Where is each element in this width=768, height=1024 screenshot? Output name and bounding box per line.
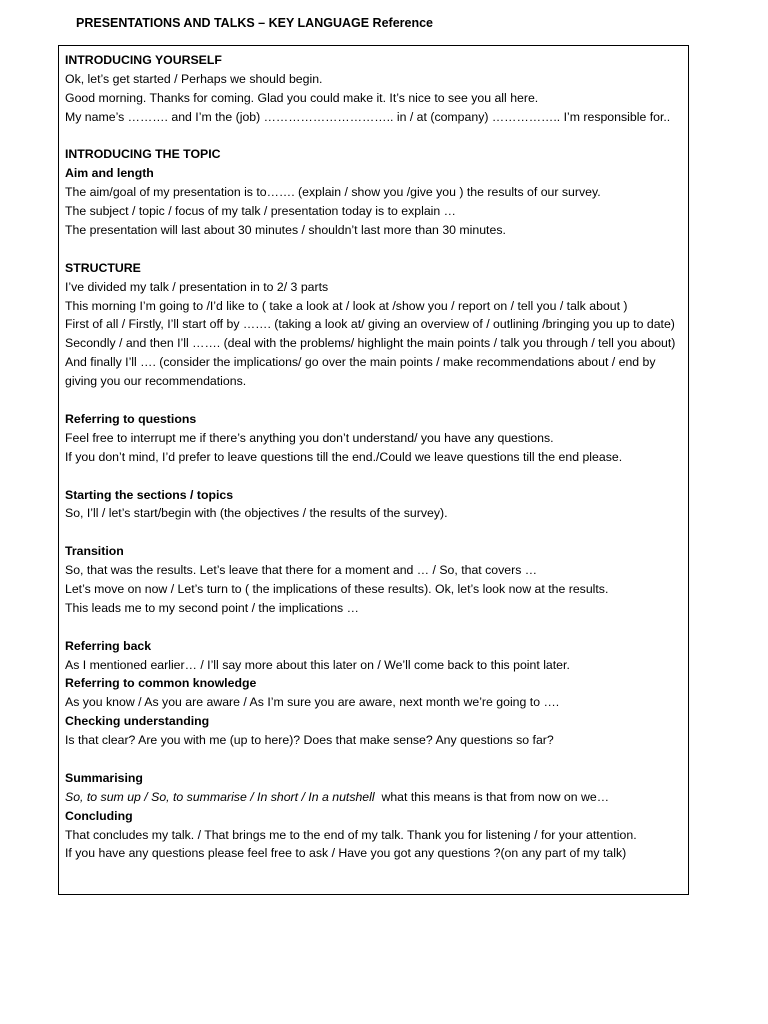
spacer [65,240,682,259]
text-line: This morning I’m going to /I’d like to ( take a look at / look at /show you / report on / tell you / talk about ) [65,298,628,313]
spacer [65,391,682,410]
section-heading: Referring to questions [65,411,197,426]
text-line: Feel free to interrupt me if there’s anything you don’t understand/ you have any questions. [65,430,554,445]
text-line: The aim/goal of my presentation is to……. (explain / show you /give you ) the results of our survey. [65,185,601,200]
text-line: Let’s move on now / Let’s turn to ( the implications of these results). Ok, let’s look now at the results. [65,582,609,596]
text-line: This leads me to my second point / the implications … [65,600,359,615]
text-line: I’ve divided my talk / presentation in to 2/ 3 parts [65,279,329,294]
text-line: And finally I’ll …. (consider the implications/ go over the main points / make recommendations about / end by giving you our recommendations. [65,355,656,389]
text-line: The presentation will last about 30 minutes / shouldn’t last more than 30 minutes. [65,223,506,238]
text-line: If you have any questions please feel free to ask / Have you got any questions ?(on any part of my talk) [65,846,627,861]
section-heading: Referring to common knowledge [65,676,257,691]
section-heading: Concluding [65,808,133,823]
text-line: As I mentioned earlier… / I’ll say more about this later on / We’ll come back to this point later. [65,657,570,672]
document-title: PRESENTATIONS AND TALKS – KEY LANGUAGE Reference [76,16,434,30]
section-heading: INTRODUCING THE TOPIC [65,147,221,162]
section-heading: INTRODUCING YOURSELF [65,53,222,67]
text-line: Secondly / and then I’ll ……. (deal with the problems/ highlight the main points / talk you through / tell you about) [65,336,676,351]
text-line: First of all / Firstly, I’ll start off by ……. (taking a look at/ giving an overview of / outlining /bringing you up to date) [65,317,675,332]
section-heading: STRUCTURE [65,260,141,275]
text-line: As you know / As you are aware / As I’m sure you are aware, next month we’re going to …. [65,695,560,710]
text-line: Good morning. Thanks for coming. Glad you could make it. It’s nice to see you all here. [65,90,539,105]
spacer [65,467,682,486]
text-fragment: what this means is that from now on we… [374,789,610,804]
section-heading: Starting the sections / topics [65,487,234,502]
section-heading: Referring back [65,638,152,653]
text-line: My name’s ………. and I’m the (job) ………………………….. in / at (company) …………….. I’m responsible for.. [65,109,671,124]
section-subheading: Aim and length [65,166,154,181]
text-line: Is that clear? Are you with me (up to here)? Does that make sense? Any questions so far? [65,733,554,748]
spacer [65,523,682,542]
text-line: If you don’t mind, I’d prefer to leave questions till the end./Could we leave questions till the end please. [65,449,623,464]
spacer [65,127,682,146]
text-line: So, that was the results. Let’s leave that there for a moment and … / So, that covers … [65,563,538,578]
text-line: So, I’ll / let’s start/begin with (the objectives / the results of the survey). [65,506,448,521]
text-line: Ok, let’s get started / Perhaps we should begin. [65,71,323,86]
text-line [65,788,682,807]
text-line: The subject / topic / focus of my talk / presentation today is to explain … [65,204,456,219]
reference-box [58,45,689,895]
section-heading: Transition [65,544,124,559]
text-line: That concludes my talk. / That brings me to the end of my talk. Thank you for listening / for your attention. [65,827,637,842]
section-heading: Checking understanding [65,714,210,729]
spacer [65,750,682,769]
italic-phrase: So, to sum up / So, to summarise / In short / In a nutshell [65,789,375,804]
spacer [65,618,682,637]
section-heading: Summarising [65,770,143,785]
